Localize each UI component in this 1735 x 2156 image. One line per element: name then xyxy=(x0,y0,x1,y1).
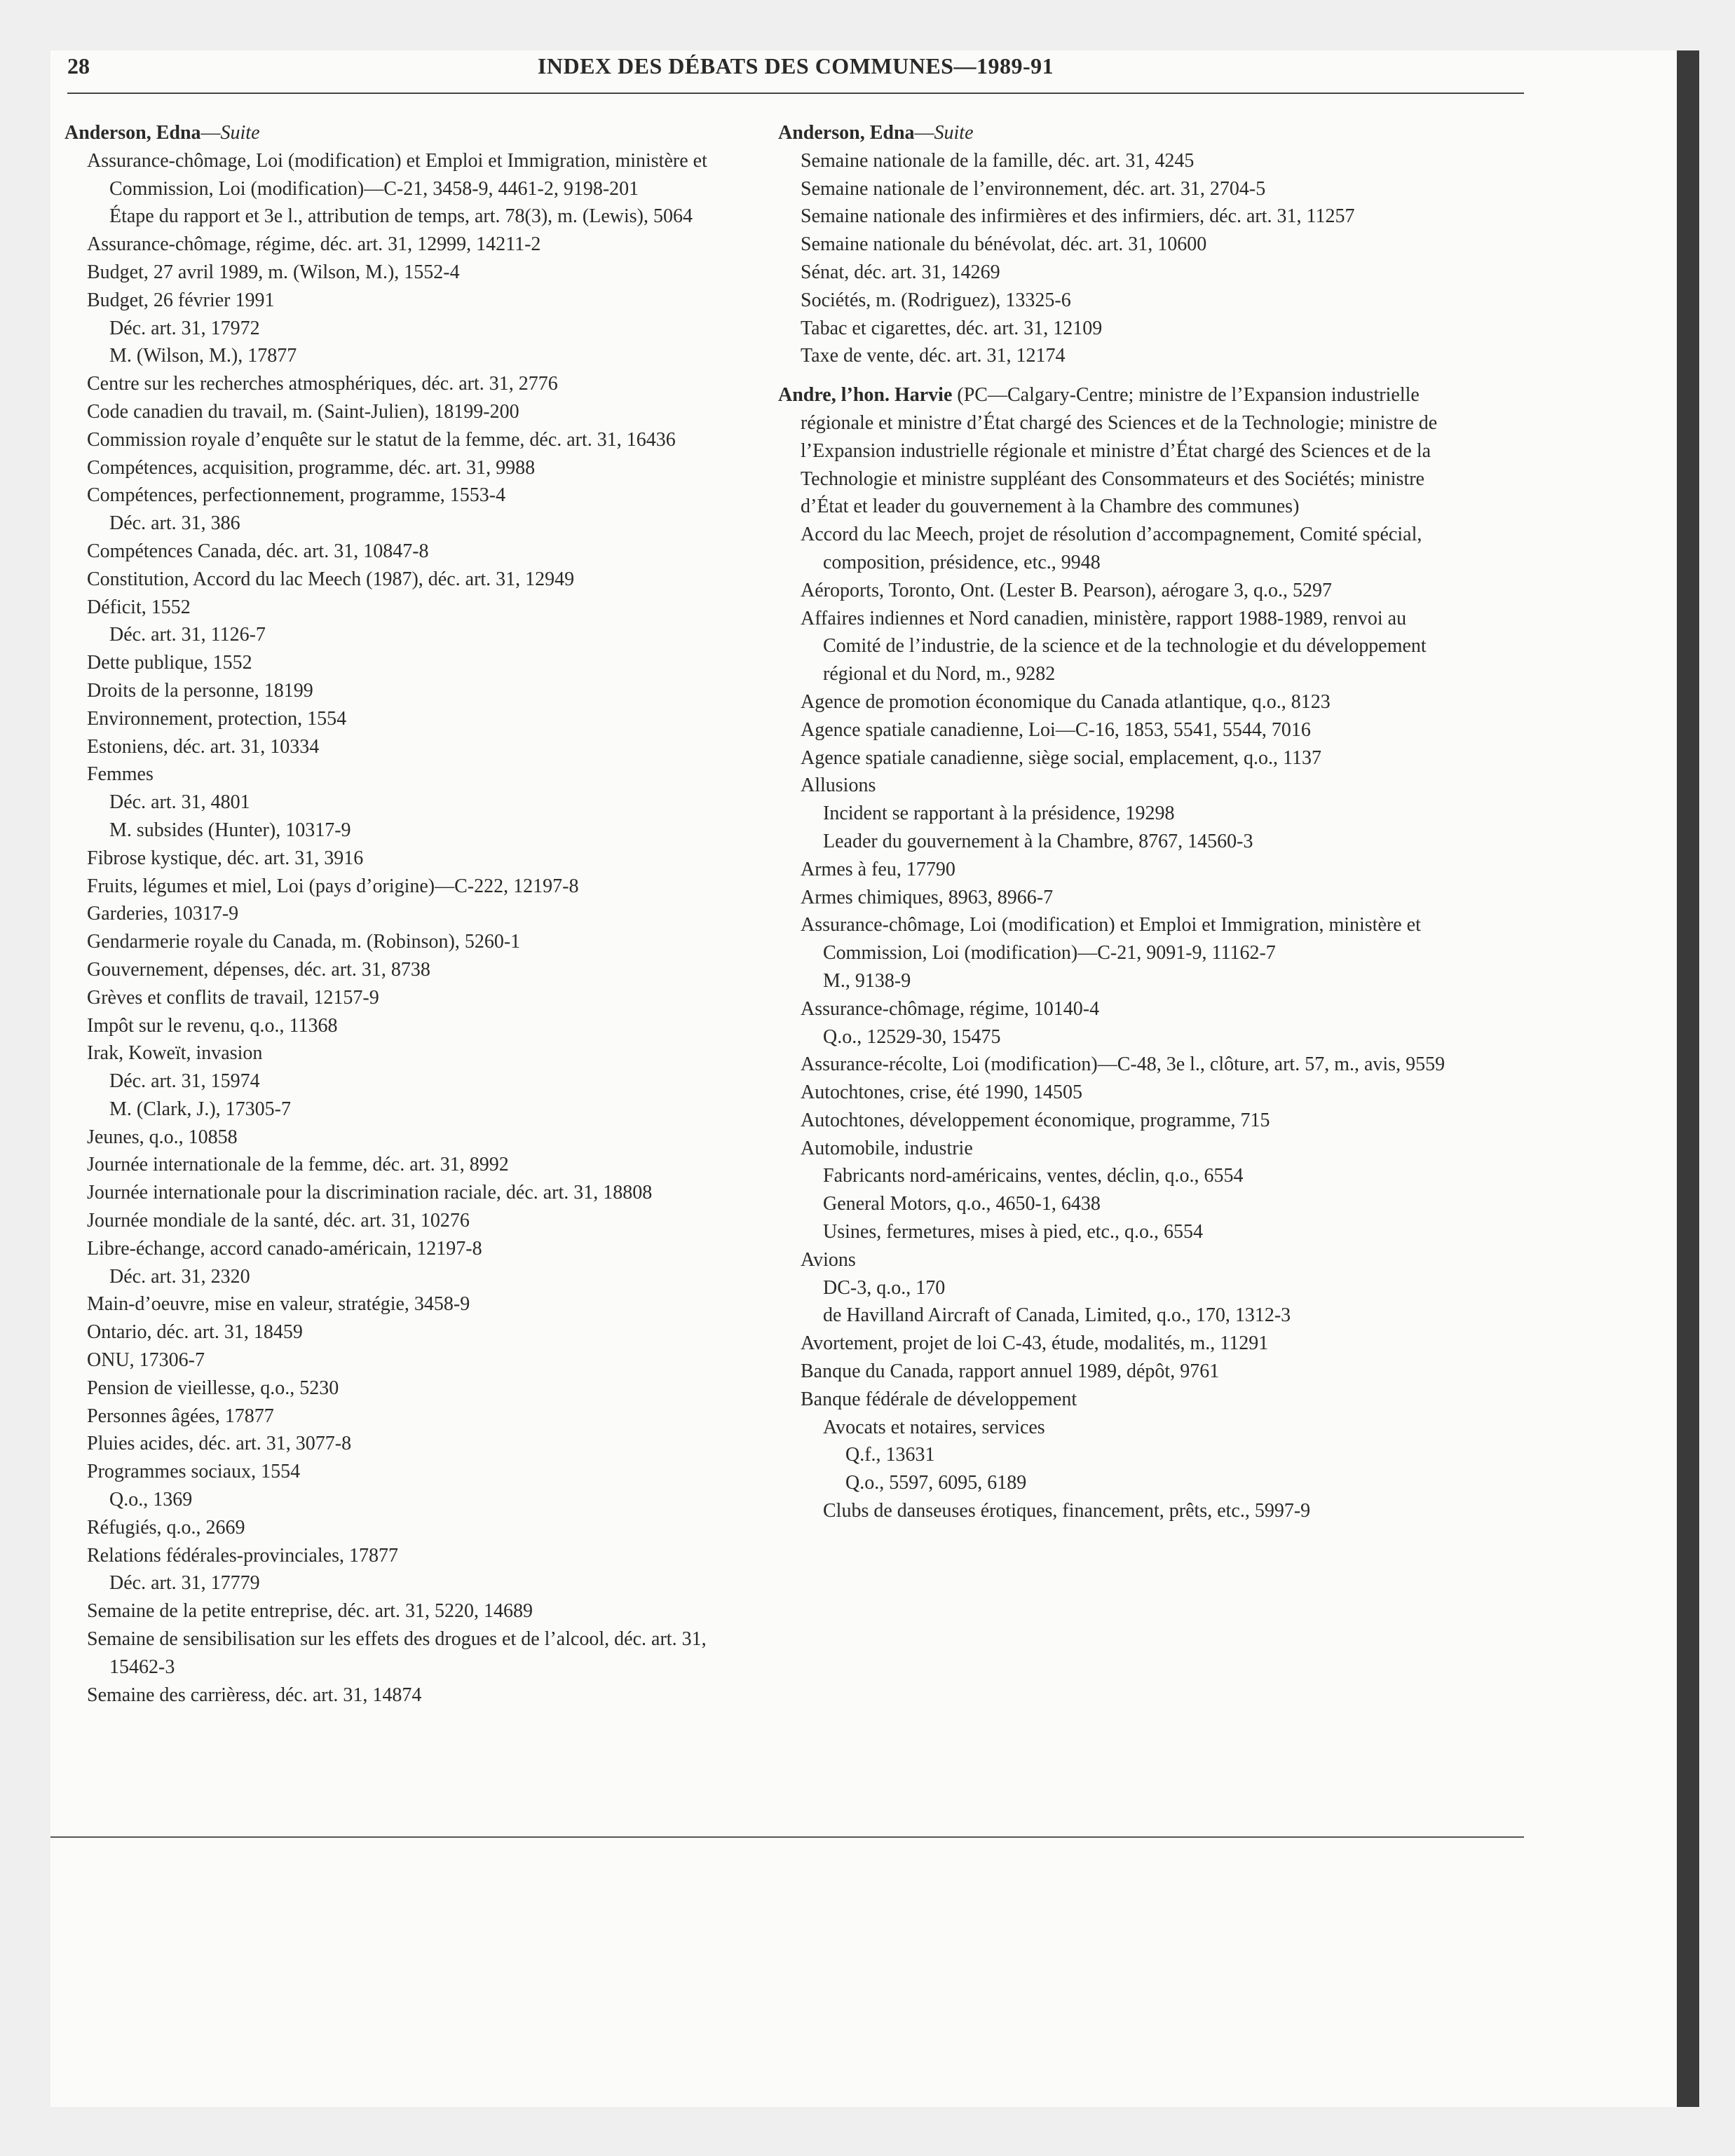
index-subentry: Agence de promotion économique du Canada atlantique, q.o., 8123 xyxy=(801,690,1331,713)
index-subentry: Allusions xyxy=(801,775,876,797)
entry-heading: Anderson, Edna—Suite xyxy=(64,122,260,144)
index-subentry: ONU, 17306-7 xyxy=(87,1349,205,1372)
index-subentry: Assurance-chômage, Loi (modification) et Emploi et Immigration, ministère et Commission, Loi (modification)—C-21, 9091-9, 11162-7 xyxy=(801,914,1421,964)
index-subentry: Avions xyxy=(801,1248,856,1271)
index-subentry: Assurance-chômage, régime, 10140-4 xyxy=(801,997,1100,1020)
index-subentry: Tabac et cigarettes, déc. art. 31, 12109 xyxy=(801,317,1103,339)
index-subentry: Déc. art. 31, 17972 xyxy=(109,317,260,339)
index-subentry: Semaine des carrièress, déc. art. 31, 14874 xyxy=(87,1684,422,1706)
index-subentry: Agence spatiale canadienne, Loi—C-16, 1853, 5541, 5544, 7016 xyxy=(801,718,1311,741)
index-entry xyxy=(64,119,737,1709)
index-subentry: Semaine nationale de l’environnement, déc. art. 31, 2704-5 xyxy=(801,177,1266,200)
index-subentry: General Motors, q.o., 4650-1, 6438 xyxy=(823,1193,1101,1215)
index-subentry: Déc. art. 31, 15974 xyxy=(109,1070,260,1093)
index-subentry: Estoniens, déc. art. 31, 10334 xyxy=(87,735,320,758)
entry-lines xyxy=(778,521,1451,1525)
page-number: 28 xyxy=(67,53,90,79)
index-subentry: Semaine de la petite entreprise, déc. art. 31, 5220, 14689 xyxy=(87,1600,533,1623)
index-subentry: Code canadien du travail, m. (Saint-Julien), 18199-200 xyxy=(87,400,519,423)
index-subentry: Incident se rapportant à la présidence, 19298 xyxy=(823,803,1175,825)
index-subentry: Déc. art. 31, 1126-7 xyxy=(109,624,266,646)
index-subentry: Assurance-chômage, Loi (modification) et Emploi et Immigration, ministère et Commission, Loi (modification)—C-21, 3458-9, 4461-2, 9198-201 xyxy=(87,149,707,200)
index-subentry: Jeunes, q.o., 10858 xyxy=(87,1126,238,1148)
running-title: INDEX DES DÉBATS DES COMMUNES—1989-91 xyxy=(537,53,1054,79)
scan-edge xyxy=(1677,50,1699,2107)
index-subentry: Programmes sociaux, 1554 xyxy=(87,1461,301,1483)
index-subentry: Avortement, projet de loi C-43, étude, modalités, m., 11291 xyxy=(801,1332,1269,1355)
index-subentry: Ontario, déc. art. 31, 18459 xyxy=(87,1321,303,1344)
index-subentry: Usines, fermetures, mises à pied, etc., q.o., 6554 xyxy=(823,1221,1203,1243)
index-entry xyxy=(778,381,1451,1525)
right-column xyxy=(778,119,1451,1536)
index-subentry: Dette publique, 1552 xyxy=(87,652,252,674)
index-subentry: Budget, 27 avril 1989, m. (Wilson, M.), 1552-4 xyxy=(87,261,460,283)
footer-rule xyxy=(50,1836,1524,1838)
index-subentry: Banque fédérale de développement xyxy=(801,1388,1077,1410)
suite-label: Suite xyxy=(220,122,260,144)
index-subentry: DC-3, q.o., 170 xyxy=(823,1276,946,1299)
index-subentry: Armes à feu, 17790 xyxy=(801,858,955,880)
index-subentry: Droits de la personne, 18199 xyxy=(87,679,313,702)
index-subentry: Réfugiés, q.o., 2669 xyxy=(87,1516,245,1538)
index-subentry: Accord du lac Meech, projet de résolution d’accompagnement, Comité spécial, composition, présidence, etc., 9948 xyxy=(801,524,1422,573)
index-subentry: Déc. art. 31, 386 xyxy=(109,512,240,535)
index-subentry: Agence spatiale canadienne, siège social, emplacement, q.o., 1137 xyxy=(801,746,1321,769)
index-subentry: M. subsides (Hunter), 10317-9 xyxy=(109,819,351,841)
index-subentry: Déc. art. 31, 2320 xyxy=(109,1265,250,1288)
entry-description: (PC—Calgary-Centre; ministre de l’Expansion industrielle régionale et ministre d’État chargé des Sciences et de la Technologie; ministre de l’Expansion industrielle régionale et ministre d’État chargé des Sciences et de la Technologie et ministre suppléant des Consommateurs et des Sociétés; ministre d’État et leader du gouvernement à la Chambre des communes) xyxy=(801,384,1438,518)
entry-name: Anderson, Edna xyxy=(64,122,201,144)
index-entry xyxy=(778,119,1451,370)
index-subentry: Environnement, protection, 1554 xyxy=(87,707,347,730)
index-subentry: Semaine nationale du bénévolat, déc. art. 31, 10600 xyxy=(801,233,1207,256)
index-subentry: Gouvernement, dépenses, déc. art. 31, 8738 xyxy=(87,958,430,981)
index-subentry: Commission royale d’enquête sur le statut de la femme, déc. art. 31, 16436 xyxy=(87,428,676,451)
suite-label: Suite xyxy=(934,122,974,144)
index-subentry: Taxe de vente, déc. art. 31, 12174 xyxy=(801,345,1066,367)
index-subentry: Fibrose kystique, déc. art. 31, 3916 xyxy=(87,847,364,869)
page-header xyxy=(67,53,1524,94)
index-subentry: Étape du rapport et 3e l., attribution de temps, art. 78(3), m. (Lewis), 5064 xyxy=(109,205,693,228)
index-subentry: Libre-échange, accord canado-américain, 12197-8 xyxy=(87,1237,482,1260)
index-subentry: Compétences, perfectionnement, programme, 1553-4 xyxy=(87,484,506,507)
entry-name: Andre, l’hon. Harvie xyxy=(778,384,953,407)
index-subentry: Garderies, 10317-9 xyxy=(87,903,239,925)
index-subentry: Fabricants nord-américains, ventes, déclin, q.o., 6554 xyxy=(823,1165,1244,1187)
index-subentry: Déc. art. 31, 4801 xyxy=(109,791,250,814)
index-subentry: Femmes xyxy=(87,763,154,786)
index-subentry: Semaine nationale des infirmières et des infirmiers, déc. art. 31, 11257 xyxy=(801,205,1355,228)
index-subentry: Banque du Canada, rapport annuel 1989, dépôt, 9761 xyxy=(801,1360,1220,1383)
index-subentry: M. (Clark, J.), 17305-7 xyxy=(109,1098,291,1120)
index-subentry: Journée mondiale de la santé, déc. art. 31, 10276 xyxy=(87,1210,470,1232)
index-subentry: Grèves et conflits de travail, 12157-9 xyxy=(87,986,379,1009)
index-subentry: Aéroports, Toronto, Ont. (Lester B. Pearson), aérogare 3, q.o., 5297 xyxy=(801,579,1333,601)
entry-lines xyxy=(64,147,737,1710)
index-subentry: Personnes âgées, 17877 xyxy=(87,1405,274,1427)
index-subentry: Assurance-récolte, Loi (modification)—C-48, 3e l., clôture, art. 57, m., avis, 9559 xyxy=(801,1053,1445,1076)
index-subentry: Main-d’oeuvre, mise en valeur, stratégie, 3458-9 xyxy=(87,1293,470,1316)
index-subentry: Centre sur les recherches atmosphériques, déc. art. 31, 2776 xyxy=(87,373,558,395)
index-subentry: Avocats et notaires, services xyxy=(823,1416,1045,1438)
left-column xyxy=(64,119,737,1720)
index-subentry: Irak, Koweït, invasion xyxy=(87,1042,263,1065)
index-subentry: Affaires indiennes et Nord canadien, ministère, rapport 1988-1989, renvoi au Comité de l’industrie, de la science et de la technologie et du développement régional et du Nord, m., 9282 xyxy=(801,607,1427,685)
index-subentry: Assurance-chômage, régime, déc. art. 31, 12999, 14211-2 xyxy=(87,233,541,256)
index-subentry: Automobile, industrie xyxy=(801,1137,973,1159)
index-subentry: Compétences Canada, déc. art. 31, 10847-8 xyxy=(87,540,429,562)
entry-lines xyxy=(778,147,1451,370)
index-subentry: Autochtones, développement économique, programme, 715 xyxy=(801,1109,1270,1131)
index-subentry: Journée internationale pour la discrimination raciale, déc. art. 31, 18808 xyxy=(87,1182,653,1204)
index-subentry: Q.o., 5597, 6095, 6189 xyxy=(845,1472,1027,1494)
entry-heading: Anderson, Edna—Suite xyxy=(778,122,974,144)
index-subentry: Q.o., 12529-30, 15475 xyxy=(823,1025,1001,1048)
index-subentry: Déc. art. 31, 17779 xyxy=(109,1572,260,1595)
entry-name: Anderson, Edna xyxy=(778,122,915,144)
index-subentry: Déficit, 1552 xyxy=(87,596,191,618)
index-subentry: M. (Wilson, M.), 17877 xyxy=(109,345,297,367)
index-subentry: Semaine de sensibilisation sur les effets des drogues et de l’alcool, déc. art. 31, 15462-3 xyxy=(87,1628,707,1678)
index-subentry: Sociétés, m. (Rodriguez), 13325-6 xyxy=(801,289,1071,311)
index-subentry: Fruits, légumes et miel, Loi (pays d’origine)—C-222, 12197-8 xyxy=(87,875,579,897)
index-subentry: Leader du gouvernement à la Chambre, 8767, 14560-3 xyxy=(823,830,1253,852)
index-subentry: Q.o., 1369 xyxy=(109,1489,193,1511)
index-subentry: Relations fédérales-provinciales, 17877 xyxy=(87,1544,398,1567)
index-subentry: Armes chimiques, 8963, 8966-7 xyxy=(801,886,1054,908)
index-subentry: Pluies acides, déc. art. 31, 3077-8 xyxy=(87,1433,352,1455)
index-subentry: Gendarmerie royale du Canada, m. (Robinson), 5260-1 xyxy=(87,931,521,953)
index-subentry: Semaine nationale de la famille, déc. art. 31, 4245 xyxy=(801,149,1195,172)
index-subentry: Autochtones, crise, été 1990, 14505 xyxy=(801,1082,1083,1104)
index-subentry: Pension de vieillesse, q.o., 5230 xyxy=(87,1377,339,1399)
index-subentry: Compétences, acquisition, programme, déc. art. 31, 9988 xyxy=(87,456,536,479)
index-subentry: Journée internationale de la femme, déc. art. 31, 8992 xyxy=(87,1154,509,1176)
index-subentry: Impôt sur le revenu, q.o., 11368 xyxy=(87,1014,338,1037)
entry-heading xyxy=(778,381,1451,521)
index-subentry: Q.f., 13631 xyxy=(845,1444,935,1466)
index-subentry: Budget, 26 février 1991 xyxy=(87,289,275,311)
index-subentry: M., 9138-9 xyxy=(823,969,911,992)
index-subentry: Sénat, déc. art. 31, 14269 xyxy=(801,261,1000,283)
index-subentry: Constitution, Accord du lac Meech (1987), déc. art. 31, 12949 xyxy=(87,568,575,590)
index-subentry: de Havilland Aircraft of Canada, Limited, q.o., 170, 1312-3 xyxy=(823,1304,1291,1327)
index-subentry: Clubs de danseuses érotiques, financement, prêts, etc., 5997-9 xyxy=(823,1500,1311,1522)
